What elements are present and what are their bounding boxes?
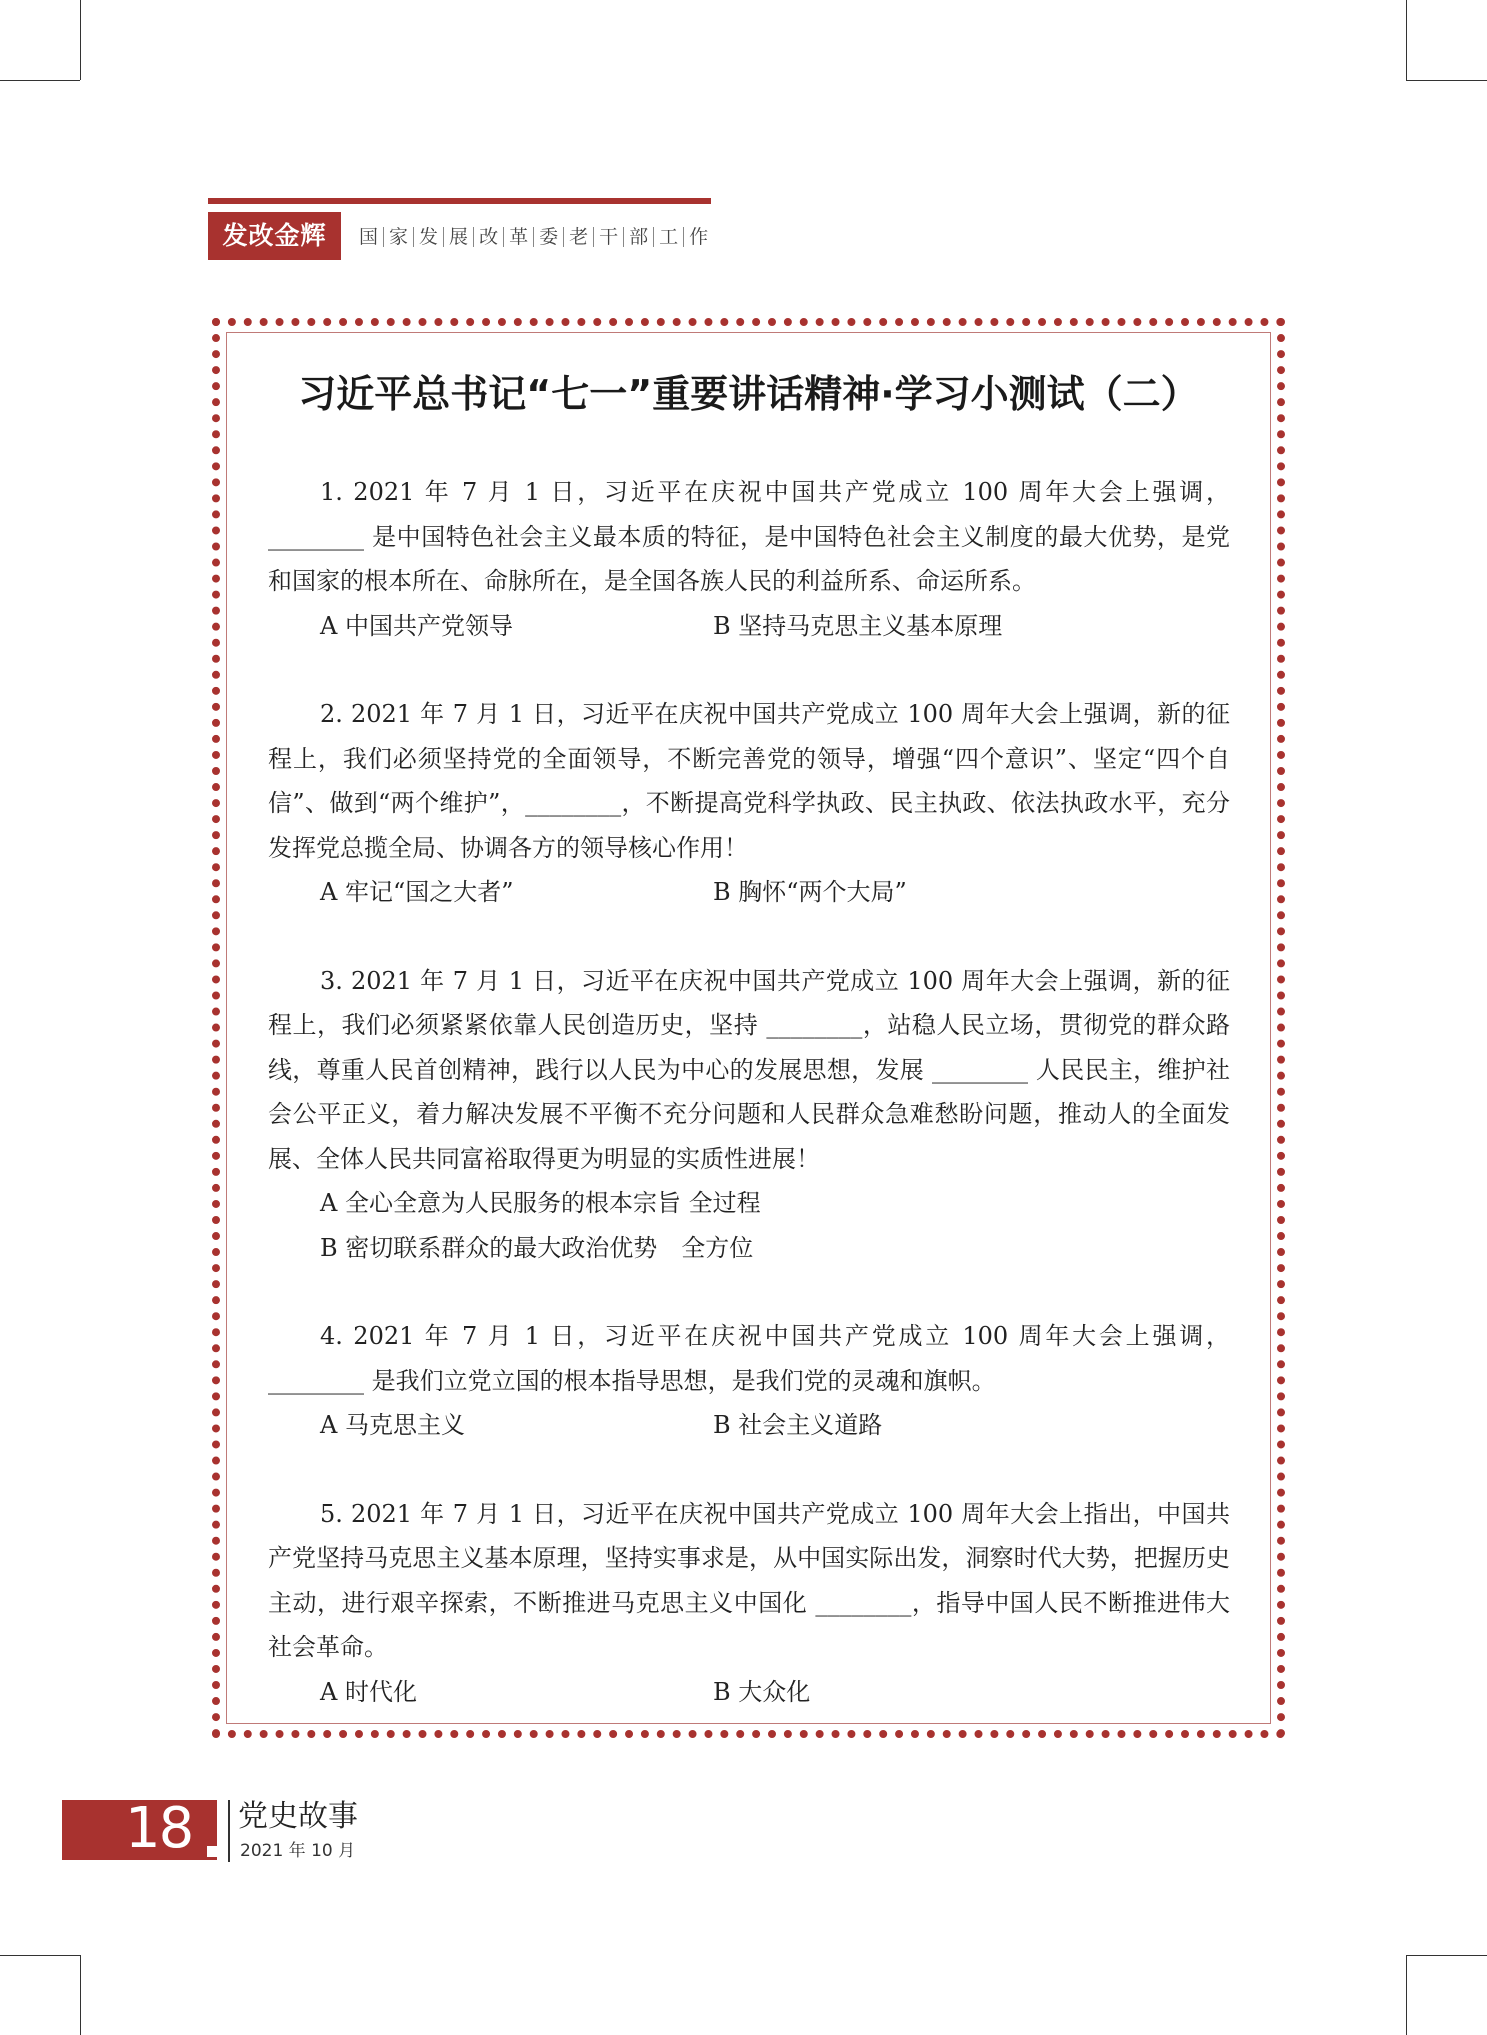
option-b: B 坚持马克思主义基本原理 [713,611,1003,640]
crop-mark [0,1955,80,1956]
option-a: A 全心全意为人民服务的根本宗旨 全过程 [320,1189,761,1217]
header-rule [208,198,711,204]
org-char: 部 [629,226,649,248]
crop-mark [80,1955,81,2035]
question-3 [268,959,1230,1271]
issue-date: 2021 年 10 月 [240,1841,356,1861]
crop-mark [0,80,80,81]
page-number-dot [207,1846,218,1857]
option-b: B 密切联系群众的最大政治优势 全方位 [320,1233,754,1262]
org-char: 家 [389,226,409,248]
org-char: 改 [479,226,499,248]
option-b: B 社会主义道路 [713,1411,883,1439]
option-a: A 时代化 [320,1677,417,1706]
option-a: A 牢记“国之大者” [320,878,514,906]
option-b: B 大众化 [713,1677,811,1706]
org-char: 委 [539,226,559,248]
crop-mark [1406,80,1487,81]
org-char: 革 [509,226,529,248]
question-text: 3. 2021 年 7 月 1 日，习近平在庆祝中国共产党成立 100 周年大会上强调，新的征程上，我们必须紧紧依靠人民创造历史，坚持 ________，站稳人民立场，贯彻党的群众路线，尊重人民首创精神，践行以人民为中心的发展思想，发展 ________ 人民民主，维护社会公平正义，着力解决发展不平衡不充分问题和人民群众急难愁盼问题，推动人的全面发展、全体人民共同富裕取得更为明显的实质性进展！ [268,966,1230,1173]
crop-mark [80,0,81,80]
question-4 [268,1314,1230,1448]
section-name: 党史故事 [238,1799,358,1834]
org-char: 作 [689,226,709,248]
org-char: 老 [569,226,589,248]
org-char: 国 [359,226,379,248]
org-char: 发 [419,226,439,248]
option-a: A 马克思主义 [320,1411,465,1439]
org-name [354,224,713,250]
quiz-content [268,470,1230,1714]
org-char: 干 [599,226,619,248]
crop-mark [1406,1955,1407,2035]
question-text: 1. 2021 年 7 月 1 日，习近平在庆祝中国共产党成立 100 周年大会上强调，________ 是中国特色社会主义最本质的特征，是中国特色社会主义制度的最大优势，是党和国家的根本所在、命脉所在，是全国各族人民的利益所系、命运所系。 [268,478,1230,595]
page-title: 习近平总书记“七一”重要讲话精神·学习小测试（二） [298,372,1199,416]
question-1 [268,470,1230,648]
option-b: B 胸怀“两个大局” [713,878,907,906]
org-char: 工 [659,226,679,248]
question-text: 5. 2021 年 7 月 1 日，习近平在庆祝中国共产党成立 100 周年大会上指出，中国共产党坚持马克思主义基本原理，坚持实事求是，从中国实际出发，洞察时代大势，把握历史主动，进行艰辛探索，不断推进马克思主义中国化 ________，指导中国人民不断推进伟大社会革命。 [268,1499,1230,1661]
option-a: A 中国共产党领导 [320,611,513,640]
footer-divider [228,1800,230,1862]
question-text: 4. 2021 年 7 月 1 日，习近平在庆祝中国共产党成立 100 周年大会上强调，________ 是我们立党立国的根本指导思想，是我们党的灵魂和旗帜。 [268,1322,1230,1395]
question-5 [268,1492,1230,1715]
crop-mark [1406,1955,1487,1956]
question-text: 2. 2021 年 7 月 1 日，习近平在庆祝中国共产党成立 100 周年大会上强调，新的征程上，我们必须坚持党的全面领导，不断完善党的领导，增强“四个意识”、坚定“四个自信”、做到“两个维护”，________，不断提高党科学执政、民主执政、依法执政水平，充分发挥党总揽全局、协调各方的领导核心作用！ [268,700,1230,862]
crop-mark [1406,0,1407,80]
org-char: 展 [449,226,469,248]
brand-logo: 发改金辉 [208,212,341,260]
page-number: 18 [125,1796,193,1861]
question-2 [268,692,1230,915]
